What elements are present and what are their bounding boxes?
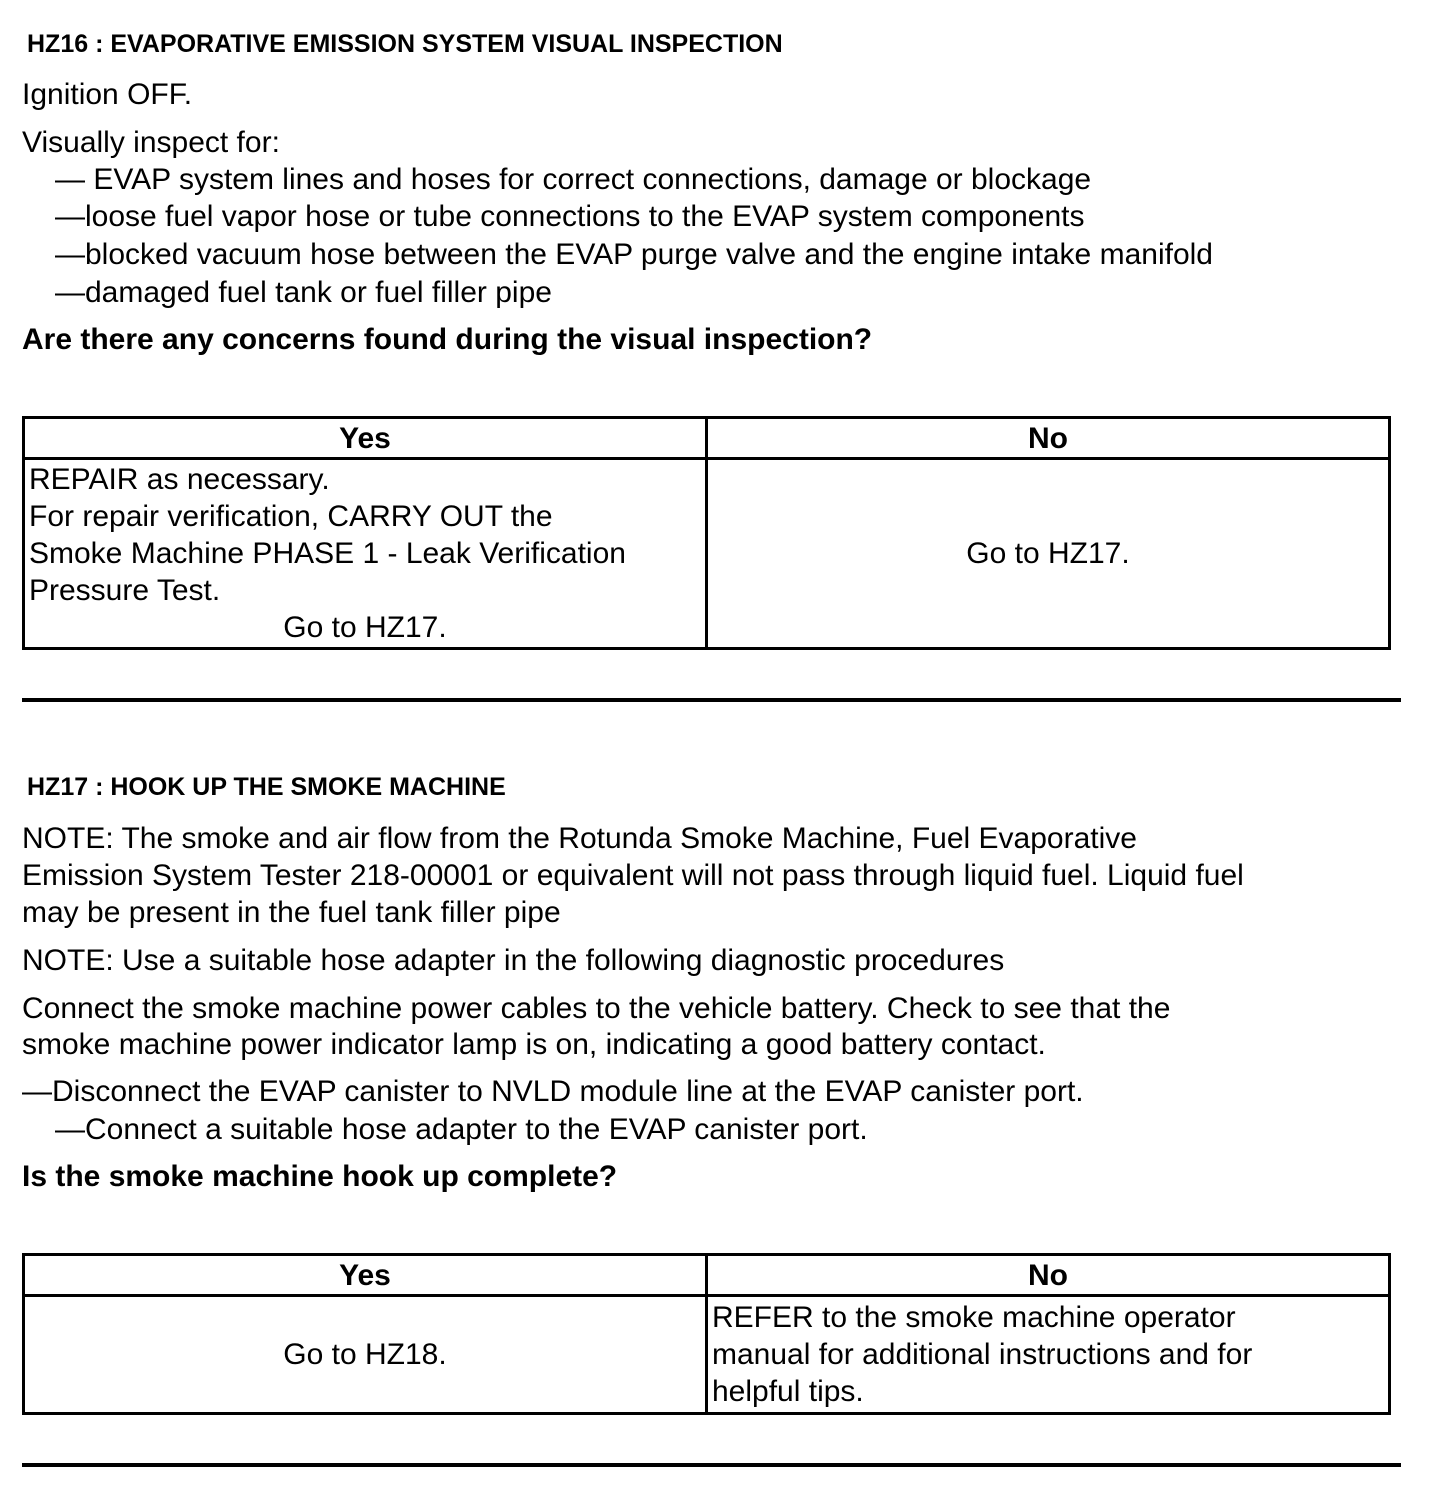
note1-line: Emission System Tester 218-00001 or equivalent will not pass through liquid fuel. Liquid fuel xyxy=(22,859,1244,892)
connect-line: smoke machine power indicator lamp is on, indicating a good battery contact. xyxy=(22,1028,1046,1061)
section-divider xyxy=(22,1463,1401,1467)
yes-header: Yes xyxy=(24,1255,707,1296)
no-cell xyxy=(707,1296,1390,1414)
inspect-bullet: —blocked vacuum hose between the EVAP purge valve and the engine intake manifold xyxy=(55,238,1213,271)
yes-goto: Go to HZ17. xyxy=(283,611,447,644)
yes-line: Pressure Test. xyxy=(29,574,221,607)
visually-inspect-text: Visually inspect for: xyxy=(22,126,280,159)
hz17-question: Is the smoke machine hook up complete? xyxy=(22,1160,618,1193)
hz16-question: Are there any concerns found during the visual inspection? xyxy=(22,323,873,356)
section-divider xyxy=(22,698,1401,702)
yes-line: For repair verification, CARRY OUT the xyxy=(29,500,553,533)
yes-header: Yes xyxy=(24,418,707,459)
hz16-answer-table xyxy=(22,416,1391,650)
no-line: manual for additional instructions and for xyxy=(712,1338,1253,1371)
inspect-bullet: —loose fuel vapor hose or tube connections to the EVAP system components xyxy=(55,200,1085,233)
yes-cell: Go to HZ18. xyxy=(24,1296,707,1414)
inspect-bullet: — EVAP system lines and hoses for correct connections, damage or blockage xyxy=(55,163,1092,196)
inspect-bullet: —damaged fuel tank or fuel filler pipe xyxy=(55,276,552,309)
note1-line: NOTE: The smoke and air flow from the Rotunda Smoke Machine, Fuel Evaporative xyxy=(22,822,1137,855)
no-header: No xyxy=(707,1255,1390,1296)
step-connect-adapter: —Connect a suitable hose adapter to the EVAP canister port. xyxy=(55,1113,868,1146)
note2-text: NOTE: Use a suitable hose adapter in the following diagnostic procedures xyxy=(22,944,1005,977)
yes-line: REPAIR as necessary. xyxy=(29,463,330,496)
yes-cell xyxy=(24,459,707,649)
yes-line: Smoke Machine PHASE 1 - Leak Verification xyxy=(29,537,626,570)
no-header: No xyxy=(707,418,1390,459)
step-disconnect: —Disconnect the EVAP canister to NVLD module line at the EVAP canister port. xyxy=(22,1075,1084,1108)
no-cell: Go to HZ17. xyxy=(707,459,1390,649)
hz17-heading: HZ17 : HOOK UP THE SMOKE MACHINE xyxy=(27,773,506,801)
hz17-answer-table xyxy=(22,1253,1391,1415)
hz16-heading: HZ16 : EVAPORATIVE EMISSION SYSTEM VISUAL INSPECTION xyxy=(27,30,783,58)
note1-line: may be present in the fuel tank filler pipe xyxy=(22,896,561,929)
ignition-off-text: Ignition OFF. xyxy=(22,78,193,111)
no-line: REFER to the smoke machine operator xyxy=(712,1301,1236,1334)
no-line: helpful tips. xyxy=(712,1375,864,1408)
connect-line: Connect the smoke machine power cables to the vehicle battery. Check to see that the xyxy=(22,992,1171,1025)
